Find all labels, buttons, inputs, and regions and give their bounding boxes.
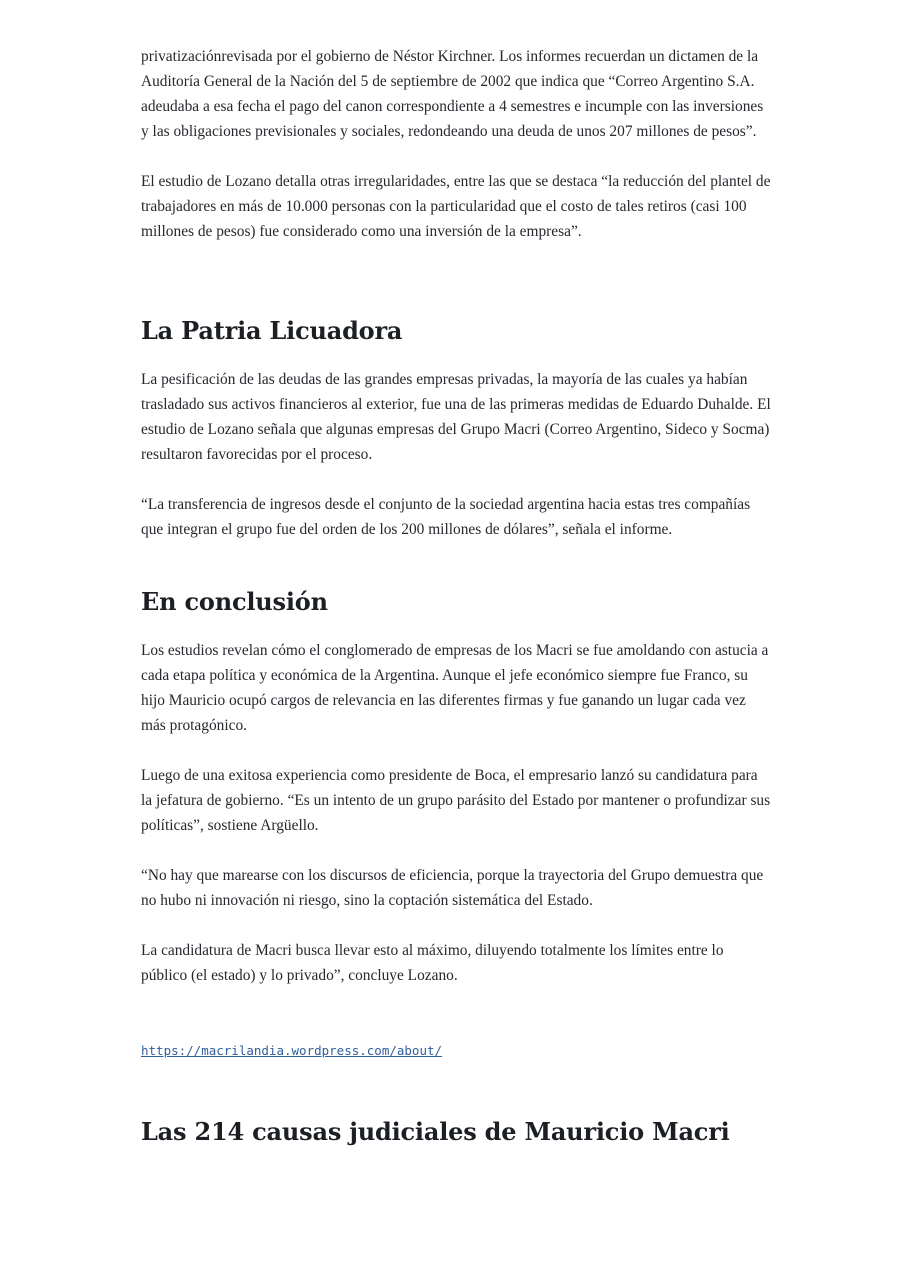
paragraph-estudios-revelan: Los estudios revelan cómo el conglomerado de empresas de los Macri se fue amoldando con astucia a cada etapa política y económica de la Argentina. Aunque el jefe económico siempre fue Franco, su hijo Mauricio ocupó cargos de relevancia en las diferentes firmas y fue ganando un lugar cada vez más protagónico.	[141, 642, 769, 734]
paragraph-candidatura-boca: Luego de una exitosa experiencia como presidente de Boca, el empresario lanzó su candidatura para la jefatura de gobierno. “Es un intento de un grupo parásito del Estado por mantener o profundizar sus políticas”, sostiene Argüello.	[141, 767, 771, 834]
paragraph-eficiencia: “No hay que marearse con los discursos de eficiencia, porque la trayectoria del Grupo demuestra que no hubo ni innovación ni riesgo, sino la coptación sistemática del Estado.	[141, 867, 764, 909]
heading-patria-licuadora: La Patria Licuadora	[141, 316, 403, 345]
source-link[interactable]: https://macrilandia.wordpress.com/about/	[141, 1043, 443, 1058]
paragraph-irregularidades: El estudio de Lozano detalla otras irregularidades, entre las que se destaca “la reducción del plantel de trabajadores en más de 10.000 personas con la particularidad que el costo de tales retiros (casi 100 millones de pesos) fue considerado como una inversión de la empresa”.	[141, 173, 771, 240]
paragraph-candidatura-macri: La candidatura de Macri busca llevar esto al máximo, diluyendo totalmente los límites entre lo público (el estado) y lo privado”, concluye Lozano.	[141, 942, 724, 984]
paragraph-pesificacion: La pesificación de las deudas de las grandes empresas privadas, la mayoría de las cuales ya habían trasladado sus activos financieros al exterior, fue una de las primeras medidas de Eduardo Duhalde. El estudio de Lozano señala que algunas empresas del Grupo Macri (Correo Argentino, Sideco y Socma) resultaron favorecidas por el proceso.	[141, 371, 771, 463]
heading-en-conclusion: En conclusión	[141, 587, 328, 616]
paragraph-correo-dictamen: privatizaciónrevisada por el gobierno de Néstor Kirchner. Los informes recuerdan un dictamen de la Auditoría General de la Nación del 5 de septiembre de 2002 que indica que “Correo Argentino S.A. adeudaba a esa fecha el pago del canon correspondiente a 4 semestres e incumple con las inversiones y las obligaciones previsionales y sociales, redondeando una deuda de unos 207 millones de pesos”.	[141, 48, 764, 140]
heading-214-causas: Las 214 causas judiciales de Mauricio Macri	[141, 1117, 730, 1146]
document-page	[141, 44, 771, 1147]
paragraph-transferencia: “La transferencia de ingresos desde el conjunto de la sociedad argentina hacia estas tres compañías que integran el grupo fue del orden de los 200 millones de dólares”, señala el informe.	[141, 496, 751, 538]
